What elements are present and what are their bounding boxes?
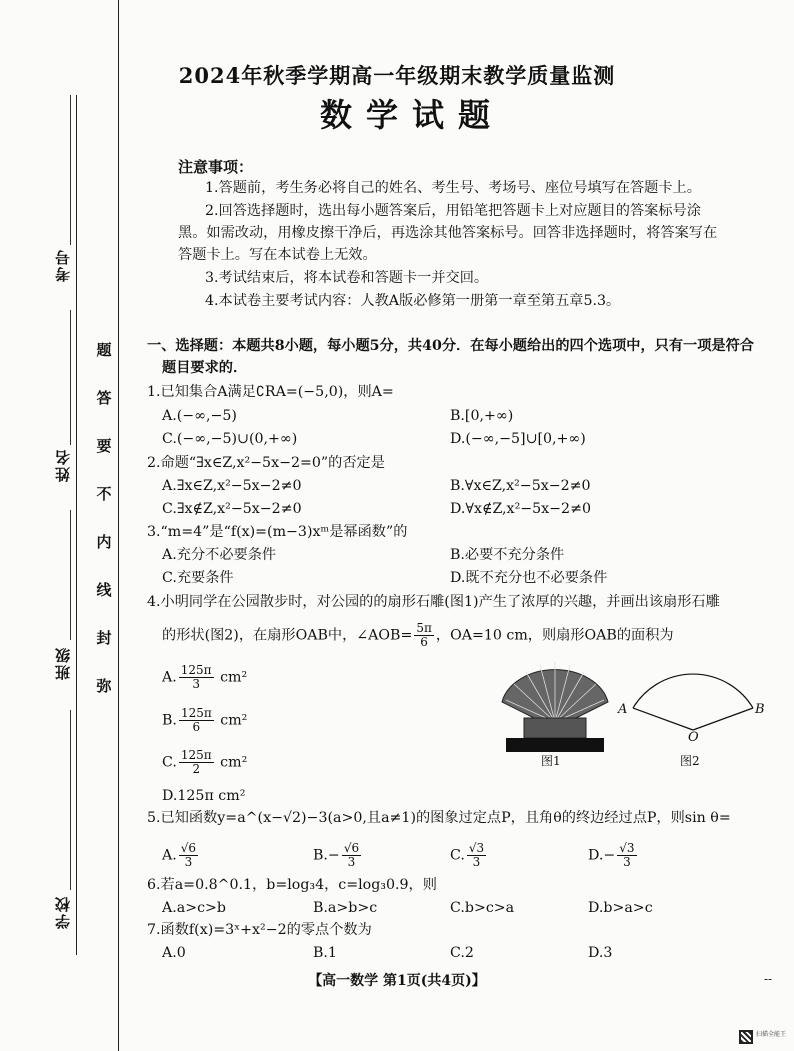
- q2-stem: 2.命题“∃x∈Z,x²−5x−2=0”的否定是: [147, 455, 385, 471]
- fraction-numerator: 5π: [416, 621, 432, 635]
- option-fraction: [617, 842, 636, 869]
- point-o-label: O: [688, 730, 699, 745]
- q1-option-d: D.(−∞,−5]∪[0,+∞): [450, 431, 586, 447]
- unit: cm²: [220, 712, 248, 729]
- option-fraction: [342, 842, 361, 869]
- notice-title: 注意事项：: [178, 158, 254, 176]
- name-label: 姓名: [54, 448, 72, 482]
- angle-fraction: [414, 622, 434, 649]
- q2-option-c: C.∃x∉Z,x²−5x−2≠0: [162, 501, 302, 517]
- notice-item: 3.考试结束后，将本试卷和答题卡一并交回。: [205, 270, 489, 286]
- fraction-numerator: 125π: [180, 663, 212, 677]
- option-fraction: [179, 664, 214, 691]
- fraction-numerator: 125π: [180, 706, 212, 720]
- figure1-caption: 图1: [541, 754, 561, 768]
- option-fraction: [467, 842, 486, 869]
- point-a-label: A: [618, 702, 628, 717]
- notice-item: 答题卡上。写在本试卷上无效。: [178, 247, 377, 263]
- option-label: A.: [162, 847, 177, 864]
- seal-char: 封: [96, 629, 112, 647]
- q1-option-c: C.(−∞,−5)∪(0,+∞): [162, 431, 298, 447]
- notice-item: 2.回答选择题时，选出每小题答案后，用铅笔把答题卡上对应题目的答案标号涂: [205, 203, 701, 219]
- seal-char: 内: [96, 533, 112, 551]
- q4-stem-part2: ，OA=10 cm，则扇形OAB的面积为: [435, 627, 674, 644]
- fraction-numerator: √3: [619, 841, 635, 855]
- q1-option-a: A.(−∞,−5): [162, 408, 237, 424]
- fraction-numerator: 125π: [180, 748, 212, 762]
- q6-option-b: B.a>b>c: [313, 900, 378, 916]
- option-label: B.: [162, 712, 177, 729]
- fraction-denominator: 3: [192, 677, 200, 691]
- fraction-numerator: √3: [468, 841, 485, 855]
- option-label: C.: [450, 847, 465, 864]
- q4-option-c: [162, 749, 247, 776]
- q3-option-c: C.充要条件: [162, 570, 234, 586]
- unit: cm²: [220, 754, 248, 771]
- binding-line-outer: [76, 95, 77, 955]
- name-blank: [70, 310, 72, 445]
- seal-char: 要: [96, 437, 112, 455]
- binding-line-inner: [118, 0, 119, 1051]
- option-fraction: [179, 707, 214, 734]
- page-footer: 【高一数学 第1页(共4页)】: [308, 973, 486, 989]
- subject-title: 数学试题: [319, 96, 504, 134]
- q5-option-d: [588, 842, 639, 869]
- fraction-denominator: 6: [192, 720, 201, 734]
- school-label: 学校: [54, 895, 72, 929]
- seal-char: 线: [96, 581, 112, 599]
- option-fraction: [179, 749, 214, 776]
- q7-option-d: D.3: [588, 945, 613, 961]
- seal-char: 不: [96, 485, 112, 503]
- q6-option-d: D.b>a>c: [588, 900, 653, 916]
- q6-option-c: C.b>c>a: [450, 900, 515, 916]
- q3-stem: 3.“m=4”是“f(x)=(m−3)xᵐ是幂函数”的: [147, 524, 408, 540]
- section-heading: 一、选择题：本题共8小题，每小题5分，共40分．在每小题给出的四个选项中，只有一项是符合: [147, 338, 754, 354]
- q2-option-a: A.∃x∈Z,x²−5x−2≠0: [162, 478, 302, 494]
- q5-stem: 5.已知函数y=a^(x−√2)−3(a>0,且a≠1)的图象过定点P，且角θ的终边经过点P，则sin θ=: [147, 810, 731, 826]
- class-label: 班级: [54, 646, 72, 680]
- fraction-denominator: 3: [472, 855, 481, 869]
- qr-code-icon: [739, 1030, 753, 1044]
- option-label: D.−: [588, 847, 616, 864]
- q4-option-b: [162, 707, 247, 734]
- fraction-denominator: 2: [192, 762, 201, 776]
- notice-item: 1.答题前，考生务必将自己的姓名、考生号、考场号、座位号填写在答题卡上。: [205, 180, 701, 196]
- option-fraction: [179, 842, 198, 869]
- notice-item: 4.本试卷主要考试内容：人教A版必修第一册第一章至第五章5.3。: [205, 293, 621, 309]
- q1-stem: 1.已知集合A满足∁RA=(−5,0)，则A=: [147, 384, 394, 400]
- q3-option-a: A.充分不必要条件: [162, 547, 277, 563]
- q3-option-d: D.既不充分也不必要条件: [450, 570, 608, 586]
- fan-sculpture-photo: [496, 660, 614, 756]
- q4-stem-line2: [162, 622, 674, 649]
- q6-stem: 6.若a=0.8^0.1，b=log₃4，c=log₃0.9，则: [147, 877, 437, 893]
- q7-stem: 7.函数f(x)=3ˣ+x²−2的零点个数为: [147, 922, 372, 938]
- q2-option-d: D.∀x∉Z,x²−5x−2≠0: [450, 501, 591, 517]
- exam-no-label: 考号: [54, 248, 72, 282]
- q7-option-a: A.0: [162, 945, 186, 961]
- figure2-caption: 图2: [680, 754, 700, 768]
- class-blank: [70, 510, 72, 640]
- q5-option-c: [450, 842, 488, 869]
- q3-option-b: B.必要不充分条件: [450, 547, 565, 563]
- q4-option-d: D.125π cm²: [162, 788, 246, 804]
- q5-option-a: [162, 842, 200, 869]
- q2-option-b: B.∀x∈Z,x²−5x−2≠0: [450, 478, 591, 494]
- seal-char: 题: [96, 341, 112, 359]
- point-b-label: B: [755, 702, 765, 717]
- fraction-denominator: 3: [347, 855, 356, 869]
- q4-stem-part1: 的形状(图2)，在扇形OAB中，∠AOB=: [162, 627, 413, 644]
- exam-title: 2024年秋季学期高一年级期末教学质量监测: [178, 63, 616, 88]
- q7-option-b: B.1: [313, 945, 337, 961]
- fraction-denominator: 3: [184, 855, 193, 869]
- seal-char: 弥: [96, 677, 112, 695]
- q1-option-b: B.[0,+∞): [450, 408, 514, 424]
- option-label: B.−: [313, 847, 340, 864]
- seal-char: 答: [96, 389, 112, 407]
- scanner-watermark: 扫描全能王: [756, 1031, 787, 1038]
- section-heading-cont: 题目要求的．: [162, 360, 248, 376]
- unit: cm²: [220, 669, 248, 686]
- q6-option-a: A.a>c>b: [162, 900, 227, 916]
- fraction-denominator: 3: [623, 855, 631, 869]
- q4-stem-line1: 4.小明同学在公园散步时，对公园的的扇形石雕(图1)产生了浓厚的兴趣，并画出该扇形石雕: [147, 594, 720, 610]
- option-label: C.: [162, 754, 177, 771]
- q7-option-c: C.2: [450, 945, 474, 961]
- fraction-numerator: √6: [180, 841, 197, 855]
- q5-option-b: [313, 842, 363, 869]
- fraction-numerator: √6: [343, 841, 360, 855]
- corner-mark: --: [764, 972, 773, 986]
- notice-item: 黑。如需改动，用橡皮擦干净后，再选涂其他答案标号。回答非选择题时，将答案写在: [178, 225, 718, 241]
- fraction-denominator: 6: [420, 635, 428, 649]
- school-blank: [70, 710, 72, 890]
- q4-option-a: [162, 664, 247, 691]
- option-label: A.: [162, 669, 177, 686]
- seal-text: [94, 340, 114, 724]
